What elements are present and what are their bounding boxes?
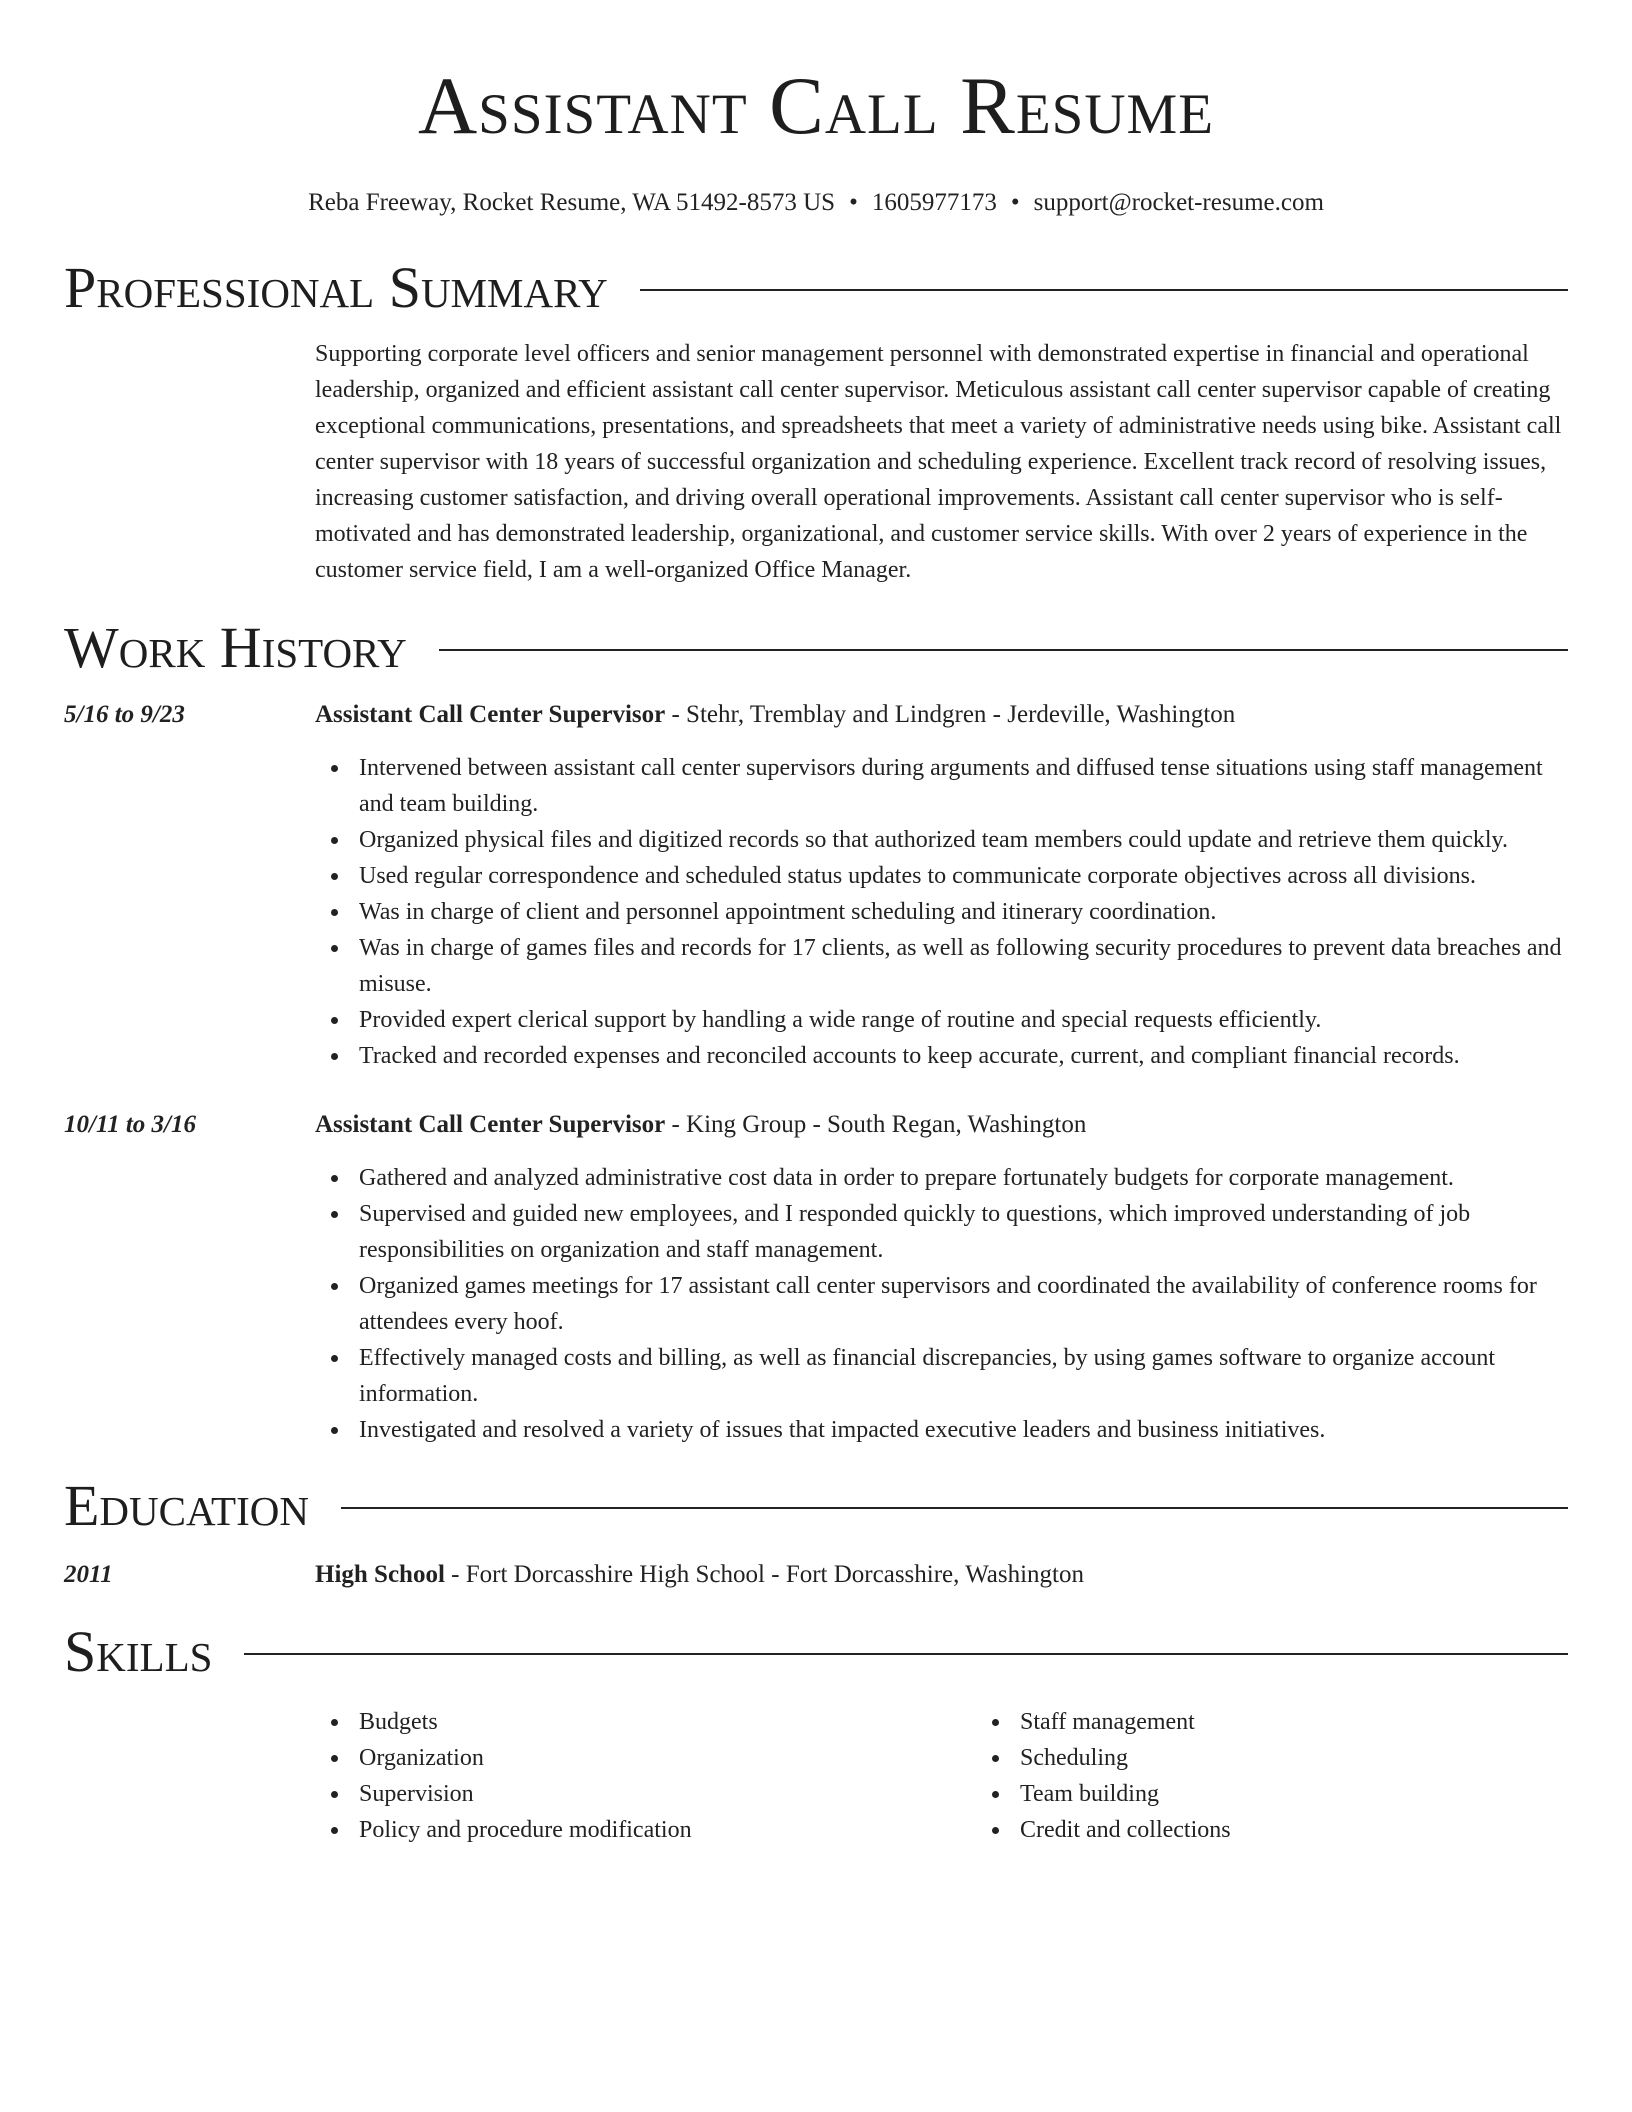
job-bullet: Gathered and analyzed administrative cost data in order to prepare fortunately budgets for corporate management. bbox=[359, 1160, 1568, 1196]
section-divider bbox=[341, 1507, 1568, 1509]
skills-list-right bbox=[976, 1704, 1632, 1848]
skills-section-heading bbox=[64, 1620, 1568, 1684]
job-title: Assistant Call Center Supervisor bbox=[315, 701, 666, 728]
skill-item: Staff management bbox=[1020, 1704, 1632, 1740]
contact-phone: 1605977173 bbox=[871, 189, 997, 216]
job-details: - Stehr, Tremblay and Lindgren - Jerdeville, Washington bbox=[665, 701, 1236, 728]
job-bullet: Supervised and guided new employees, and I responded quickly to questions, which improved understanding of job responsibilities on organization and staff management. bbox=[359, 1196, 1568, 1268]
job-bullets bbox=[315, 750, 1568, 1074]
skill-item: Budgets bbox=[359, 1704, 976, 1740]
education-section-heading bbox=[64, 1474, 1568, 1538]
skill-item: Supervision bbox=[359, 1776, 976, 1812]
job-bullet: Tracked and recorded expenses and reconciled accounts to keep accurate, current, and compliant financial records. bbox=[359, 1038, 1568, 1074]
job-bullet: Was in charge of client and personnel appointment scheduling and itinerary coordination. bbox=[359, 894, 1568, 930]
section-divider bbox=[244, 1653, 1568, 1655]
education-heading: Education bbox=[64, 1473, 309, 1538]
job-bullet: Provided expert clerical support by handling a wide range of routine and special requests efficiently. bbox=[359, 1002, 1568, 1038]
job-bullet: Intervened between assistant call center supervisors during arguments and diffused tense situations using staff management and team building. bbox=[359, 750, 1568, 822]
job-dates: 5/16 to 9/23 bbox=[64, 701, 185, 728]
contact-separator: • bbox=[1010, 189, 1020, 216]
job-entry bbox=[64, 1108, 1568, 1448]
skills-grid bbox=[315, 1704, 1632, 1848]
job-bullet: Was in charge of games files and records for 17 clients, as well as following security procedures to prevent data breaches and misuse. bbox=[359, 930, 1568, 1002]
skills-list-left bbox=[315, 1704, 976, 1848]
summary-section-heading bbox=[64, 256, 1568, 320]
job-entry bbox=[64, 698, 1568, 1074]
job-title: Assistant Call Center Supervisor bbox=[315, 1111, 666, 1138]
resume-title: Assistant Call Resume bbox=[417, 60, 1215, 151]
job-bullet: Effectively managed costs and billing, as well as financial discrepancies, by using games software to organize account information. bbox=[359, 1340, 1568, 1412]
job-bullet: Investigated and resolved a variety of issues that impacted executive leaders and business initiatives. bbox=[359, 1412, 1568, 1448]
skills-heading: Skills bbox=[64, 1619, 213, 1684]
skill-item: Policy and procedure modification bbox=[359, 1812, 976, 1848]
section-divider bbox=[439, 649, 1568, 651]
education-details: - Fort Dorcasshire High School - Fort Dorcasshire, Washington bbox=[444, 1561, 1085, 1588]
contact-separator: • bbox=[849, 189, 858, 216]
skill-item: Organization bbox=[359, 1740, 976, 1776]
skill-item: Credit and collections bbox=[1020, 1812, 1632, 1848]
work-heading: Work History bbox=[64, 615, 407, 680]
job-details: - King Group - South Regan, Washington bbox=[665, 1111, 1087, 1138]
education-entry bbox=[315, 1558, 1568, 1592]
education-degree: High School bbox=[315, 1561, 445, 1588]
education-year: 2011 bbox=[64, 1561, 113, 1588]
job-bullet: Organized physical files and digitized records so that authorized team members could update and retrieve them quickly. bbox=[359, 822, 1568, 858]
skill-item: Scheduling bbox=[1020, 1740, 1632, 1776]
job-heading bbox=[315, 1108, 1568, 1142]
job-bullet: Organized games meetings for 17 assistant call center supervisors and coordinated the availability of conference rooms for attendees every hoof. bbox=[359, 1268, 1568, 1340]
work-section-heading bbox=[64, 616, 1568, 680]
job-dates: 10/11 to 3/16 bbox=[64, 1111, 196, 1138]
contact-email[interactable]: support@rocket-resume.com bbox=[1033, 189, 1324, 216]
skill-item: Team building bbox=[1020, 1776, 1632, 1812]
section-divider bbox=[640, 289, 1568, 291]
summary-heading: Professional Summary bbox=[64, 255, 608, 320]
contact-line bbox=[64, 188, 1568, 218]
job-bullet: Used regular correspondence and scheduled status updates to communicate corporate objectives across all divisions. bbox=[359, 858, 1568, 894]
contact-address: Reba Freeway, Rocket Resume, WA 51492-8573 US bbox=[308, 189, 836, 216]
job-bullets bbox=[315, 1160, 1568, 1448]
job-heading bbox=[315, 698, 1568, 732]
summary-text: Supporting corporate level officers and senior management personnel with demonstrated expertise in financial and operational leadership, organized and efficient assistant call center supervisor. Meticulous assistant call center supervisor capable of creating exceptional communications, presentations, and spreadsheets that meet a variety of administrative needs using bike. Assistant call center supervisor with 18 years of successful organization and scheduling experience. Excellent track record of resolving issues, increasing customer satisfaction, and driving overall operational improvements. Assistant call center supervisor who is self-motivated and has demonstrated leadership, organizational, and customer service skills. With over 2 years of experience in the customer service field, I am a well-organized Office Manager. bbox=[315, 341, 1562, 583]
